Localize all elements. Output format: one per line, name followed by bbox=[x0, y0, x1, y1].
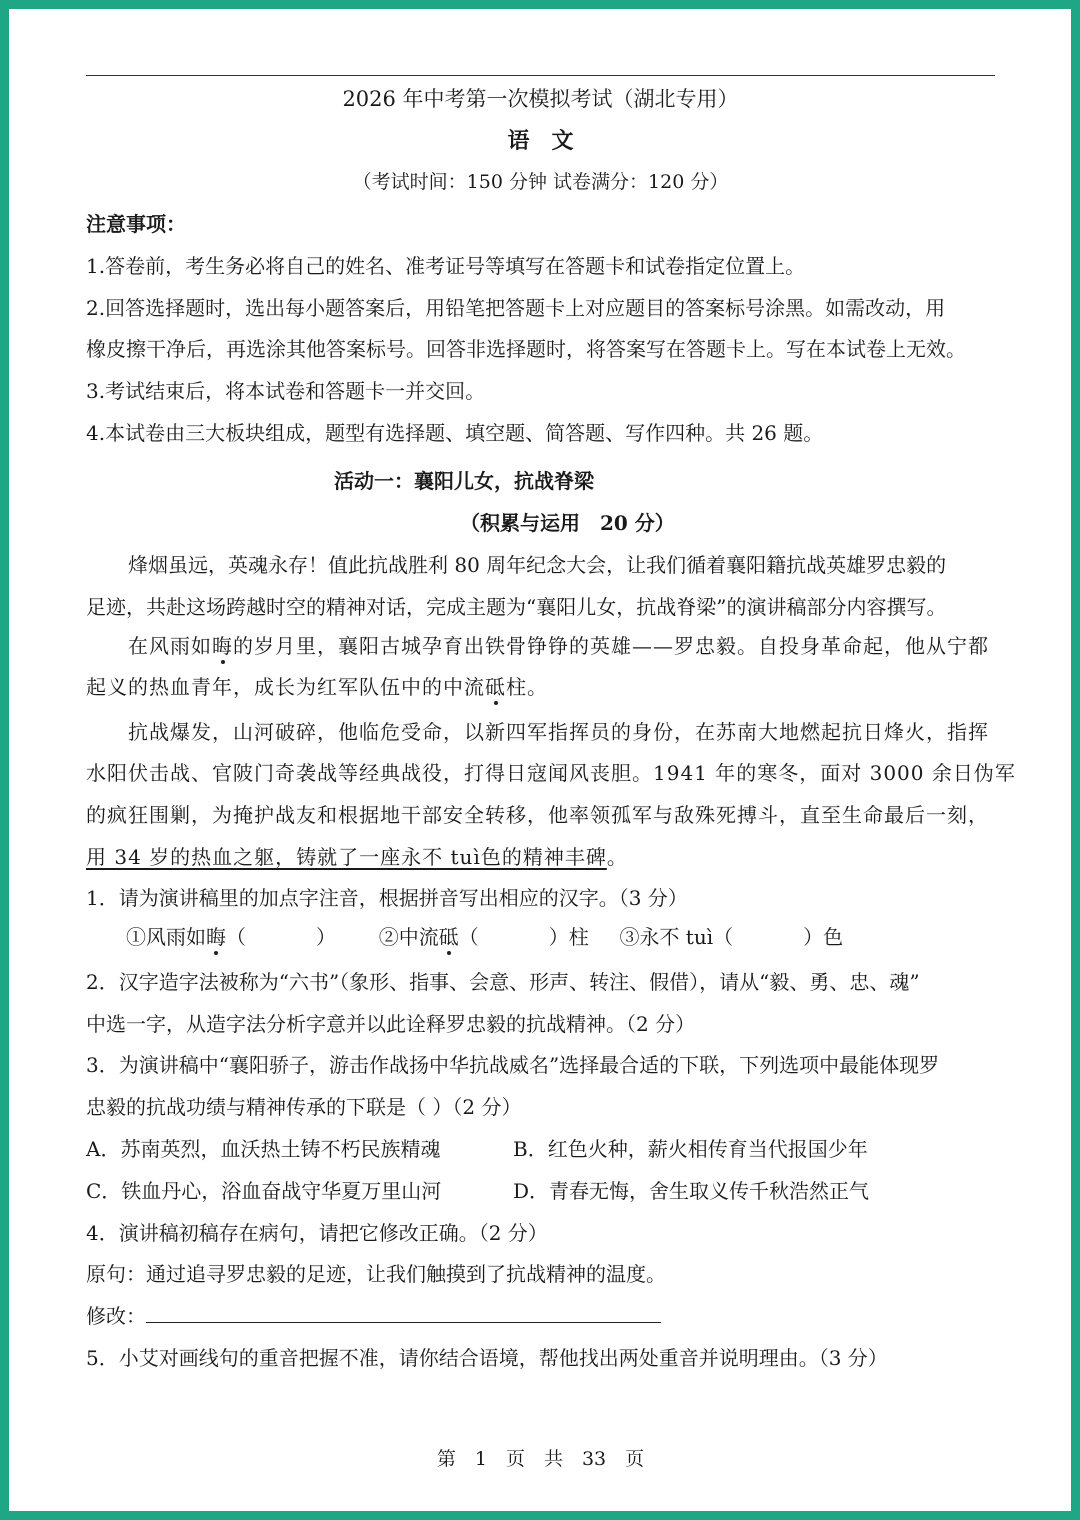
answer-line[interactable] bbox=[146, 1304, 661, 1323]
question-1: 1．请为演讲稿里的加点字注音，根据拼音写出相应的汉字。（3 分） bbox=[86, 886, 688, 910]
dotted-char: 砥 bbox=[485, 675, 506, 699]
dotted-char: 晦 bbox=[206, 925, 226, 949]
notice-item: 3.考试结束后，将本试卷和答题卡一并交回。 bbox=[86, 379, 486, 403]
speech-line: 水阳伏击战、官陂门奇袭战等经典战役，打得日寇闻风丧胆。1941 年的寒冬，面对 3000 余日伪军 bbox=[86, 761, 1016, 785]
speech-paragraph-1 bbox=[128, 631, 989, 661]
question-4-fix bbox=[86, 1301, 661, 1331]
notice-item: 4.本试卷由三大板块组成，题型有选择题、填空题、简答题、写作四种。共 26 题。 bbox=[86, 421, 824, 445]
question-2-line: 2．汉字造字法被称为“六书”（象形、指事、会意、形声、转注、假借），请从“毅、勇、忠、魂” bbox=[86, 970, 920, 994]
question-3-line: 忠毅的抗战功绩与精神传承的下联是（ ）（2 分） bbox=[86, 1095, 522, 1119]
fix-label: 修改： bbox=[86, 1304, 146, 1328]
intro-line: 足迹，共赴这场跨越时空的精神对话，完成主题为“襄阳儿女，抗战脊梁”的演讲稿部分内容撰写。 bbox=[86, 595, 947, 619]
question-3-line: 3．为演讲稿中“襄阳骄子，游击作战扬中华抗战威名”选择最合适的下联，下列选项中最能体现罗 bbox=[86, 1053, 940, 1077]
question-2-line: 中选一字，从造字法分析字意并以此诠释罗忠毅的抗战精神。（2 分） bbox=[86, 1012, 696, 1036]
q1-part-text: ） bbox=[316, 925, 336, 949]
q1-part-text: ）色 bbox=[803, 925, 844, 949]
subject-title: 语 文 bbox=[507, 128, 574, 154]
notice-item: 1.答卷前，考生务必将自己的姓名、准考证号等填写在答题卡和试卷指定位置上。 bbox=[86, 254, 806, 278]
section-title: 活动一：襄阳儿女，抗战脊梁 bbox=[334, 469, 594, 493]
speech-paragraph-1-cont bbox=[86, 672, 548, 702]
q1-part-text: （ bbox=[458, 925, 479, 949]
q1-part-text: ）柱 bbox=[548, 925, 589, 949]
speech-text: 柱。 bbox=[506, 675, 548, 699]
speech-text: 的岁月里，襄阳古城孕育出铁骨铮铮的英雄——罗忠毅。自投身革命起，他从宁都 bbox=[233, 634, 989, 658]
question-4: 4．演讲稿初稿存在病句，请把它修改正确。（2 分） bbox=[86, 1221, 548, 1245]
notice-heading: 注意事项： bbox=[86, 212, 186, 236]
speech-text: 。 bbox=[606, 845, 628, 869]
intro-line: 烽烟虽远，英魂永存！值此抗战胜利 80 周年纪念大会，让我们循着襄阳籍抗战英雄罗忠毅的 bbox=[128, 553, 947, 577]
speech-line-underlined bbox=[86, 842, 628, 872]
option-a[interactable]: A．苏南英烈，血沃热土铸不朽民族精魂 bbox=[86, 1137, 441, 1161]
q1-part-text: （ bbox=[226, 925, 246, 949]
q1-part-text: ①风雨如 bbox=[126, 925, 206, 949]
dotted-char: 砥 bbox=[438, 925, 459, 949]
q1-part-text: ②中流 bbox=[378, 925, 439, 949]
exam-time-info: （考试时间：150 分钟 试卷满分：120 分） bbox=[352, 171, 729, 193]
speech-line: 抗战爆发，山河破碎，他临危受命，以新四军指挥员的身份，在苏南大地燃起抗日烽火，指挥 bbox=[128, 720, 989, 744]
question-5: 5．小艾对画线句的重音把握不准，请你结合语境，帮他找出两处重音并说明理由。（3 分） bbox=[86, 1346, 888, 1370]
section-subtitle: （积累与运用 20 分） bbox=[460, 511, 675, 535]
exam-title: 2026 年中考第一次模拟考试（湖北专用） bbox=[342, 87, 739, 111]
question-1-parts bbox=[126, 922, 843, 952]
q1-part-text: ③永不 tuì（ bbox=[619, 925, 734, 949]
notice-item: 橡皮擦干净后，再选涂其他答案标号。回答非选择题时，将答案写在答题卡上。写在本试卷上无效。 bbox=[86, 337, 966, 361]
page-number: 第 1 页 共 33 页 bbox=[436, 1448, 645, 1470]
notice-item: 2.回答选择题时，选出每小题答案后，用铅笔把答题卡上对应题目的答案标号涂黑。如需改动，用 bbox=[86, 296, 946, 320]
speech-text: 起义的热血青年，成长为红军队伍中的中流 bbox=[86, 675, 485, 699]
speech-text: 在风雨如 bbox=[128, 634, 212, 658]
speech-line: 的疯狂围剿，为掩护战友和根据地干部安全转移，他率领孤军与敌殊死搏斗，直至生命最后一刻， bbox=[86, 803, 989, 827]
question-4-original: 原句：通过追寻罗忠毅的足迹，让我们触摸到了抗战精神的温度。 bbox=[86, 1262, 666, 1286]
underlined-sentence: 用 34 岁的热血之躯，铸就了一座永不 tuì色的精神丰碑 bbox=[86, 845, 607, 869]
option-b[interactable]: B．红色火种，薪火相传育当代报国少年 bbox=[513, 1137, 868, 1161]
option-c[interactable]: C．铁血丹心，浴血奋战守华夏万里山河 bbox=[86, 1179, 442, 1203]
dotted-char: 晦 bbox=[212, 634, 233, 658]
header-rule bbox=[86, 75, 995, 76]
option-d[interactable]: D．青春无悔，舍生取义传千秋浩然正气 bbox=[513, 1179, 870, 1203]
